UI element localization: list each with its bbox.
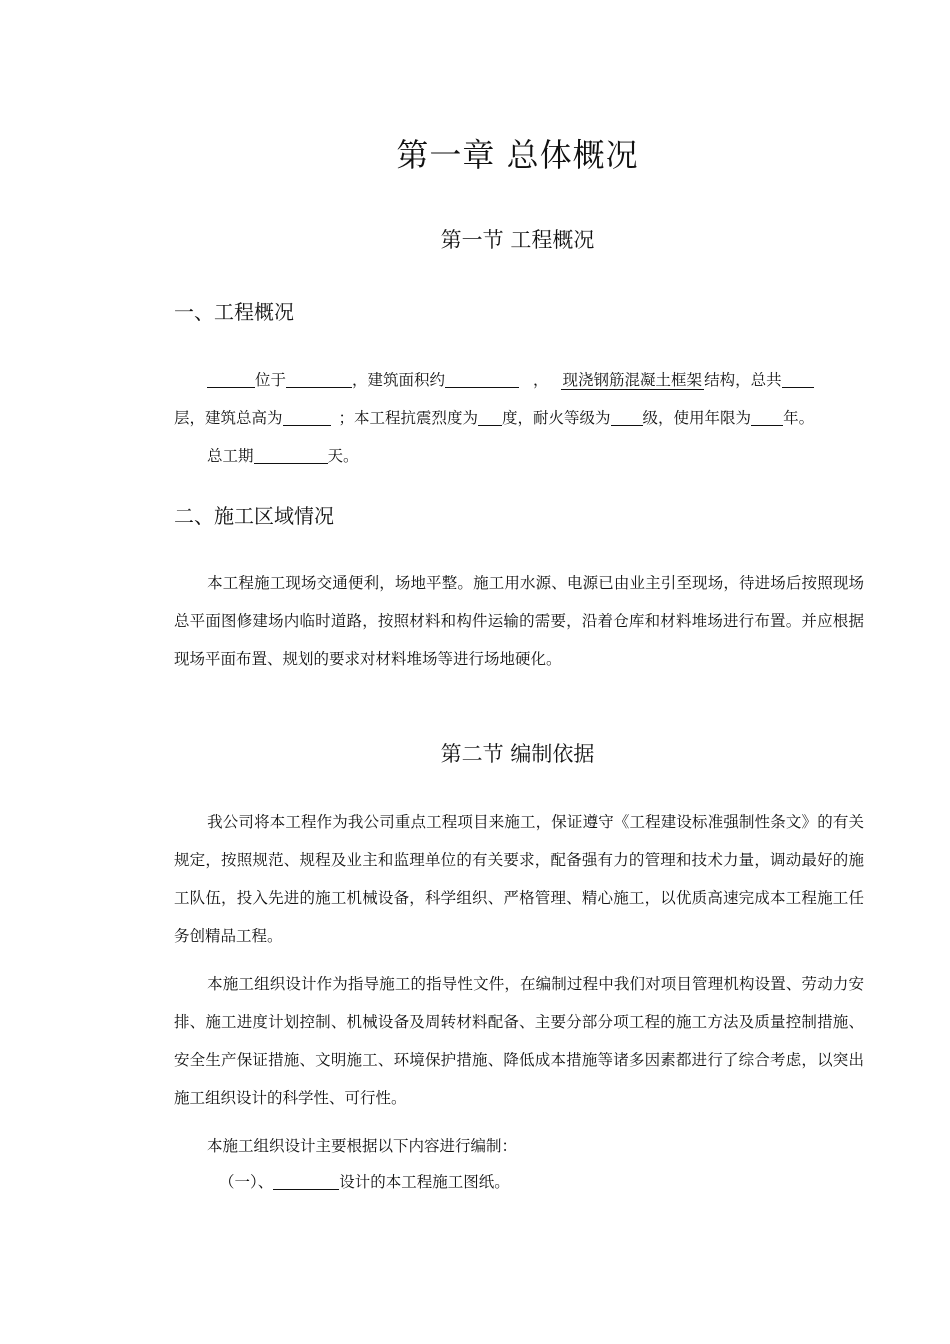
structure-type: 现浇钢筋混凝土框架: [562, 371, 703, 389]
blank-area: [445, 369, 519, 388]
blank-designer: [273, 1171, 339, 1190]
basis-item-1: （一）、 设计的本工程施工图纸。: [219, 1173, 510, 1191]
blank-project-name: [207, 369, 255, 388]
blank-floors: [782, 369, 814, 388]
chapter-title: 第一章 总体概况: [396, 136, 639, 174]
blank-duration: [254, 445, 328, 464]
blank-fire-rating: [611, 407, 643, 426]
overview-line-1: 位于 ，建筑面积约 ， 现浇钢筋混凝土框架 结构，总共: [207, 368, 814, 390]
site-conditions-paragraph: 本工程施工现场交通便利，场地平整。施工用水源、电源已由业主引至现场，待进场后按照现场总平面图修建场内临时道路，按照材料和构件运输的需要，沿着仓库和材料堆场进行布置。并应根据现场平面布置、规划的要求对材料堆场等进行场地硬化。: [174, 574, 864, 668]
blank-service-life: [751, 407, 783, 426]
basis-paragraph-3: 本施工组织设计主要根据以下内容进行编制：: [207, 1137, 518, 1155]
blank-height: [283, 407, 331, 426]
part-1-heading: 一、工程概况: [174, 300, 294, 324]
overview-line-3: 总工期 天。: [207, 447, 359, 465]
blank-location: [286, 369, 352, 388]
basis-paragraph-2: 本施工组织设计作为指导施工的指导性文件，在编制过程中我们对项目管理机构设置、劳动力安排、施工进度计划控制、机械设备及周转材料配备、主要分部分项工程的施工方法及质量控制措施、安全生产保证措施、文明施工、环境保护措施、降低成本措施等诸多因素都进行了综合考虑，以突出施工组织设计的科学性、可行性。: [174, 975, 864, 1107]
section-1-title: 第一节 工程概况: [440, 228, 595, 252]
overview-line-2: 层，建筑总高为 ；本工程抗震烈度为 度，耐火等级为 级，使用年限为 年。: [174, 409, 815, 427]
part-2-heading: 二、施工区域情况: [174, 504, 334, 528]
section-2-title: 第二节 编制依据: [440, 742, 595, 766]
blank-seismic: [478, 407, 502, 426]
basis-paragraph-1: 我公司将本工程作为我公司重点工程项目来施工，保证遵守《工程建设标准强制性条文》的有关规定，按照规范、规程及业主和监理单位的有关要求，配备强有力的管理和技术力量，调动最好的施工队伍，投入先进的施工机械设备，科学组织、严格管理、精心施工，以优质高速完成本工程施工任务创精品工程。: [174, 813, 864, 945]
